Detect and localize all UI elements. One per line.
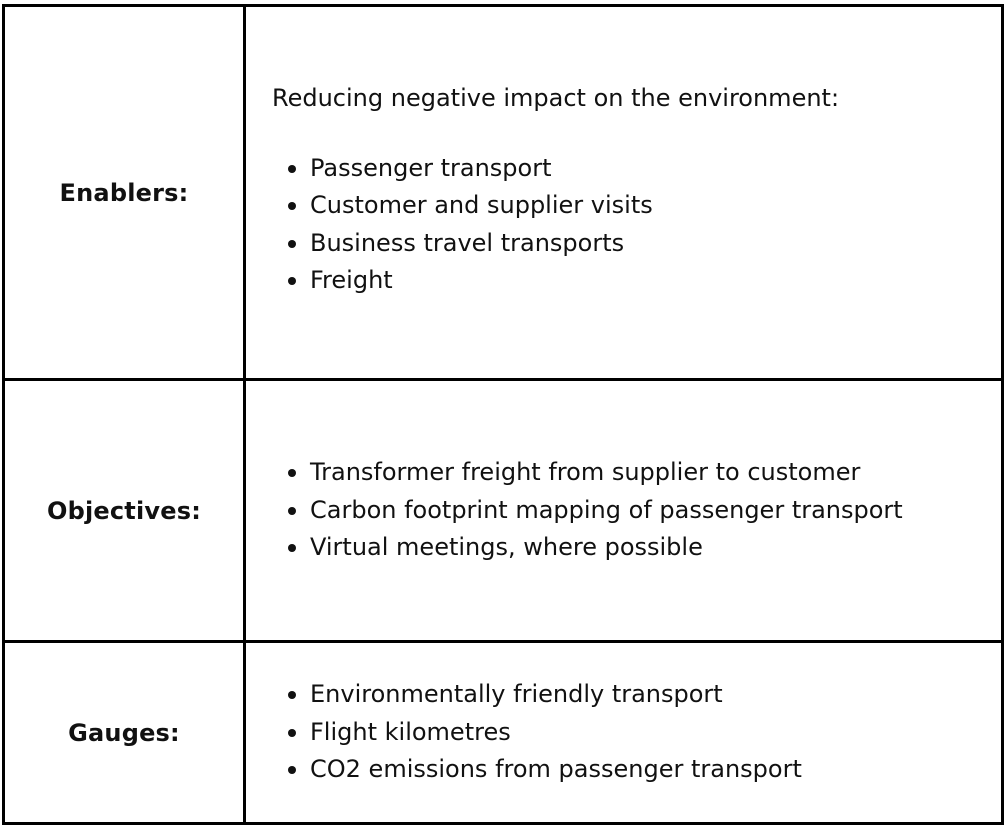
- list-item: [310, 751, 991, 789]
- bullet-icon: [288, 766, 296, 774]
- table-row-gauges: [4, 642, 1003, 824]
- list-item-text: CO2 emissions from passenger transport: [310, 755, 802, 784]
- row-label: Objectives:: [46, 496, 202, 525]
- bullet-list: [286, 454, 991, 567]
- intro-text: Reducing negative impact on the environment:: [272, 83, 840, 112]
- bullet-icon: [288, 240, 296, 248]
- content-cell: [245, 380, 1003, 642]
- bullet-list: [286, 676, 991, 789]
- list-item: [310, 262, 991, 300]
- row-label: Enablers:: [59, 178, 189, 207]
- list-item-text: Business travel transports: [310, 228, 625, 257]
- list-item: [310, 714, 991, 752]
- bullet-icon: [288, 469, 296, 477]
- info-table-container: [2, 4, 1004, 822]
- bullet-icon: [288, 202, 296, 210]
- bullet-icon: [288, 729, 296, 737]
- label-cell: [4, 642, 245, 824]
- content-cell: [245, 6, 1003, 380]
- label-cell: [4, 380, 245, 642]
- list-item-text: Transformer freight from supplier to customer: [310, 458, 861, 487]
- list-item-text: Freight: [310, 266, 393, 294]
- list-item: [310, 676, 991, 714]
- content-cell: [245, 642, 1003, 824]
- list-item: [310, 529, 991, 567]
- row-label: Gauges:: [68, 718, 180, 747]
- list-item-text: Carbon footprint mapping of passenger transport: [310, 495, 903, 524]
- list-item: [310, 492, 991, 530]
- list-item-text: Passenger transport: [310, 153, 552, 182]
- bullet-icon: [288, 507, 296, 515]
- list-item: [310, 150, 991, 188]
- list-item-text: Virtual meetings, where possible: [310, 533, 703, 562]
- bullet-icon: [288, 165, 296, 173]
- label-cell: [4, 6, 245, 380]
- table-row-enablers: [4, 6, 1003, 380]
- list-item: [310, 225, 991, 263]
- list-item: [310, 187, 991, 225]
- bullet-icon: [288, 691, 296, 699]
- bullet-icon: [288, 544, 296, 552]
- list-item-text: Environmentally friendly transport: [310, 680, 723, 709]
- bullet-list: [286, 150, 991, 300]
- list-item-text: Flight kilometres: [310, 717, 511, 746]
- bullet-icon: [288, 277, 296, 285]
- list-item-text: Customer and supplier visits: [310, 191, 653, 219]
- table-row-objectives: [4, 380, 1003, 642]
- info-table: [2, 4, 1004, 825]
- list-item: [310, 454, 991, 492]
